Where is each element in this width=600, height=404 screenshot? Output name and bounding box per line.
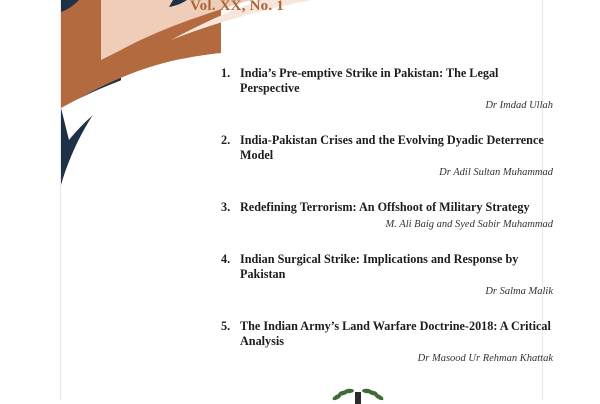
toc-entry-number: 1. [221,66,231,80]
toc-entry-4[interactable] [221,252,553,298]
toc-entry-title-row [221,319,553,349]
toc-entry-title: India’s Pre-emptive Strike in Pakistan: The Legal Perspective [240,66,499,95]
toc-entry-author: Dr Salma Malik [485,286,553,297]
toc-entry-1[interactable] [221,66,553,112]
toc-entry-number: 4. [221,252,231,266]
toc-entry-title-row [221,66,553,96]
toc-entry-title: India-Pakistan Crises and the Evolving Dyadic Deterrence Model [240,133,544,162]
toc-entry-number: 5. [221,319,231,333]
volume-issue-label: Vol. XX, No. 1 [190,0,284,14]
toc-entry-title: The Indian Army’s Land Warfare Doctrine-2018: A Critical Analysis [240,319,551,348]
toc-entry-author: Dr Masood Ur Rehman Khattak [417,353,553,364]
toc-entry-3[interactable] [221,200,553,231]
toc-entry-author: Dr Imdad Ullah [485,100,553,111]
toc-entry-author: Dr Adil Sultan Muhammad [439,167,553,178]
toc-entry-number: 3. [221,200,231,214]
left-margin [0,0,60,400]
journal-cover-page [60,0,553,400]
toc-entry-author: M. Ali Baig and Syed Sabir Muhammad [385,219,553,230]
table-of-contents [221,66,553,386]
toc-entry-title-row [221,133,553,163]
toc-entry-5[interactable] [221,319,553,365]
toc-entry-2[interactable] [221,133,553,179]
laurel-wreath-emblem-icon [323,384,393,404]
toc-entry-number: 2. [221,133,231,147]
toc-entry-title-row [221,200,553,215]
toc-entry-title: Redefining Terrorism: An Offshoot of Military Strategy [240,200,530,214]
toc-entry-title: Indian Surgical Strike: Implications and Response by Pakistan [240,252,519,281]
toc-entry-title-row [221,252,553,282]
